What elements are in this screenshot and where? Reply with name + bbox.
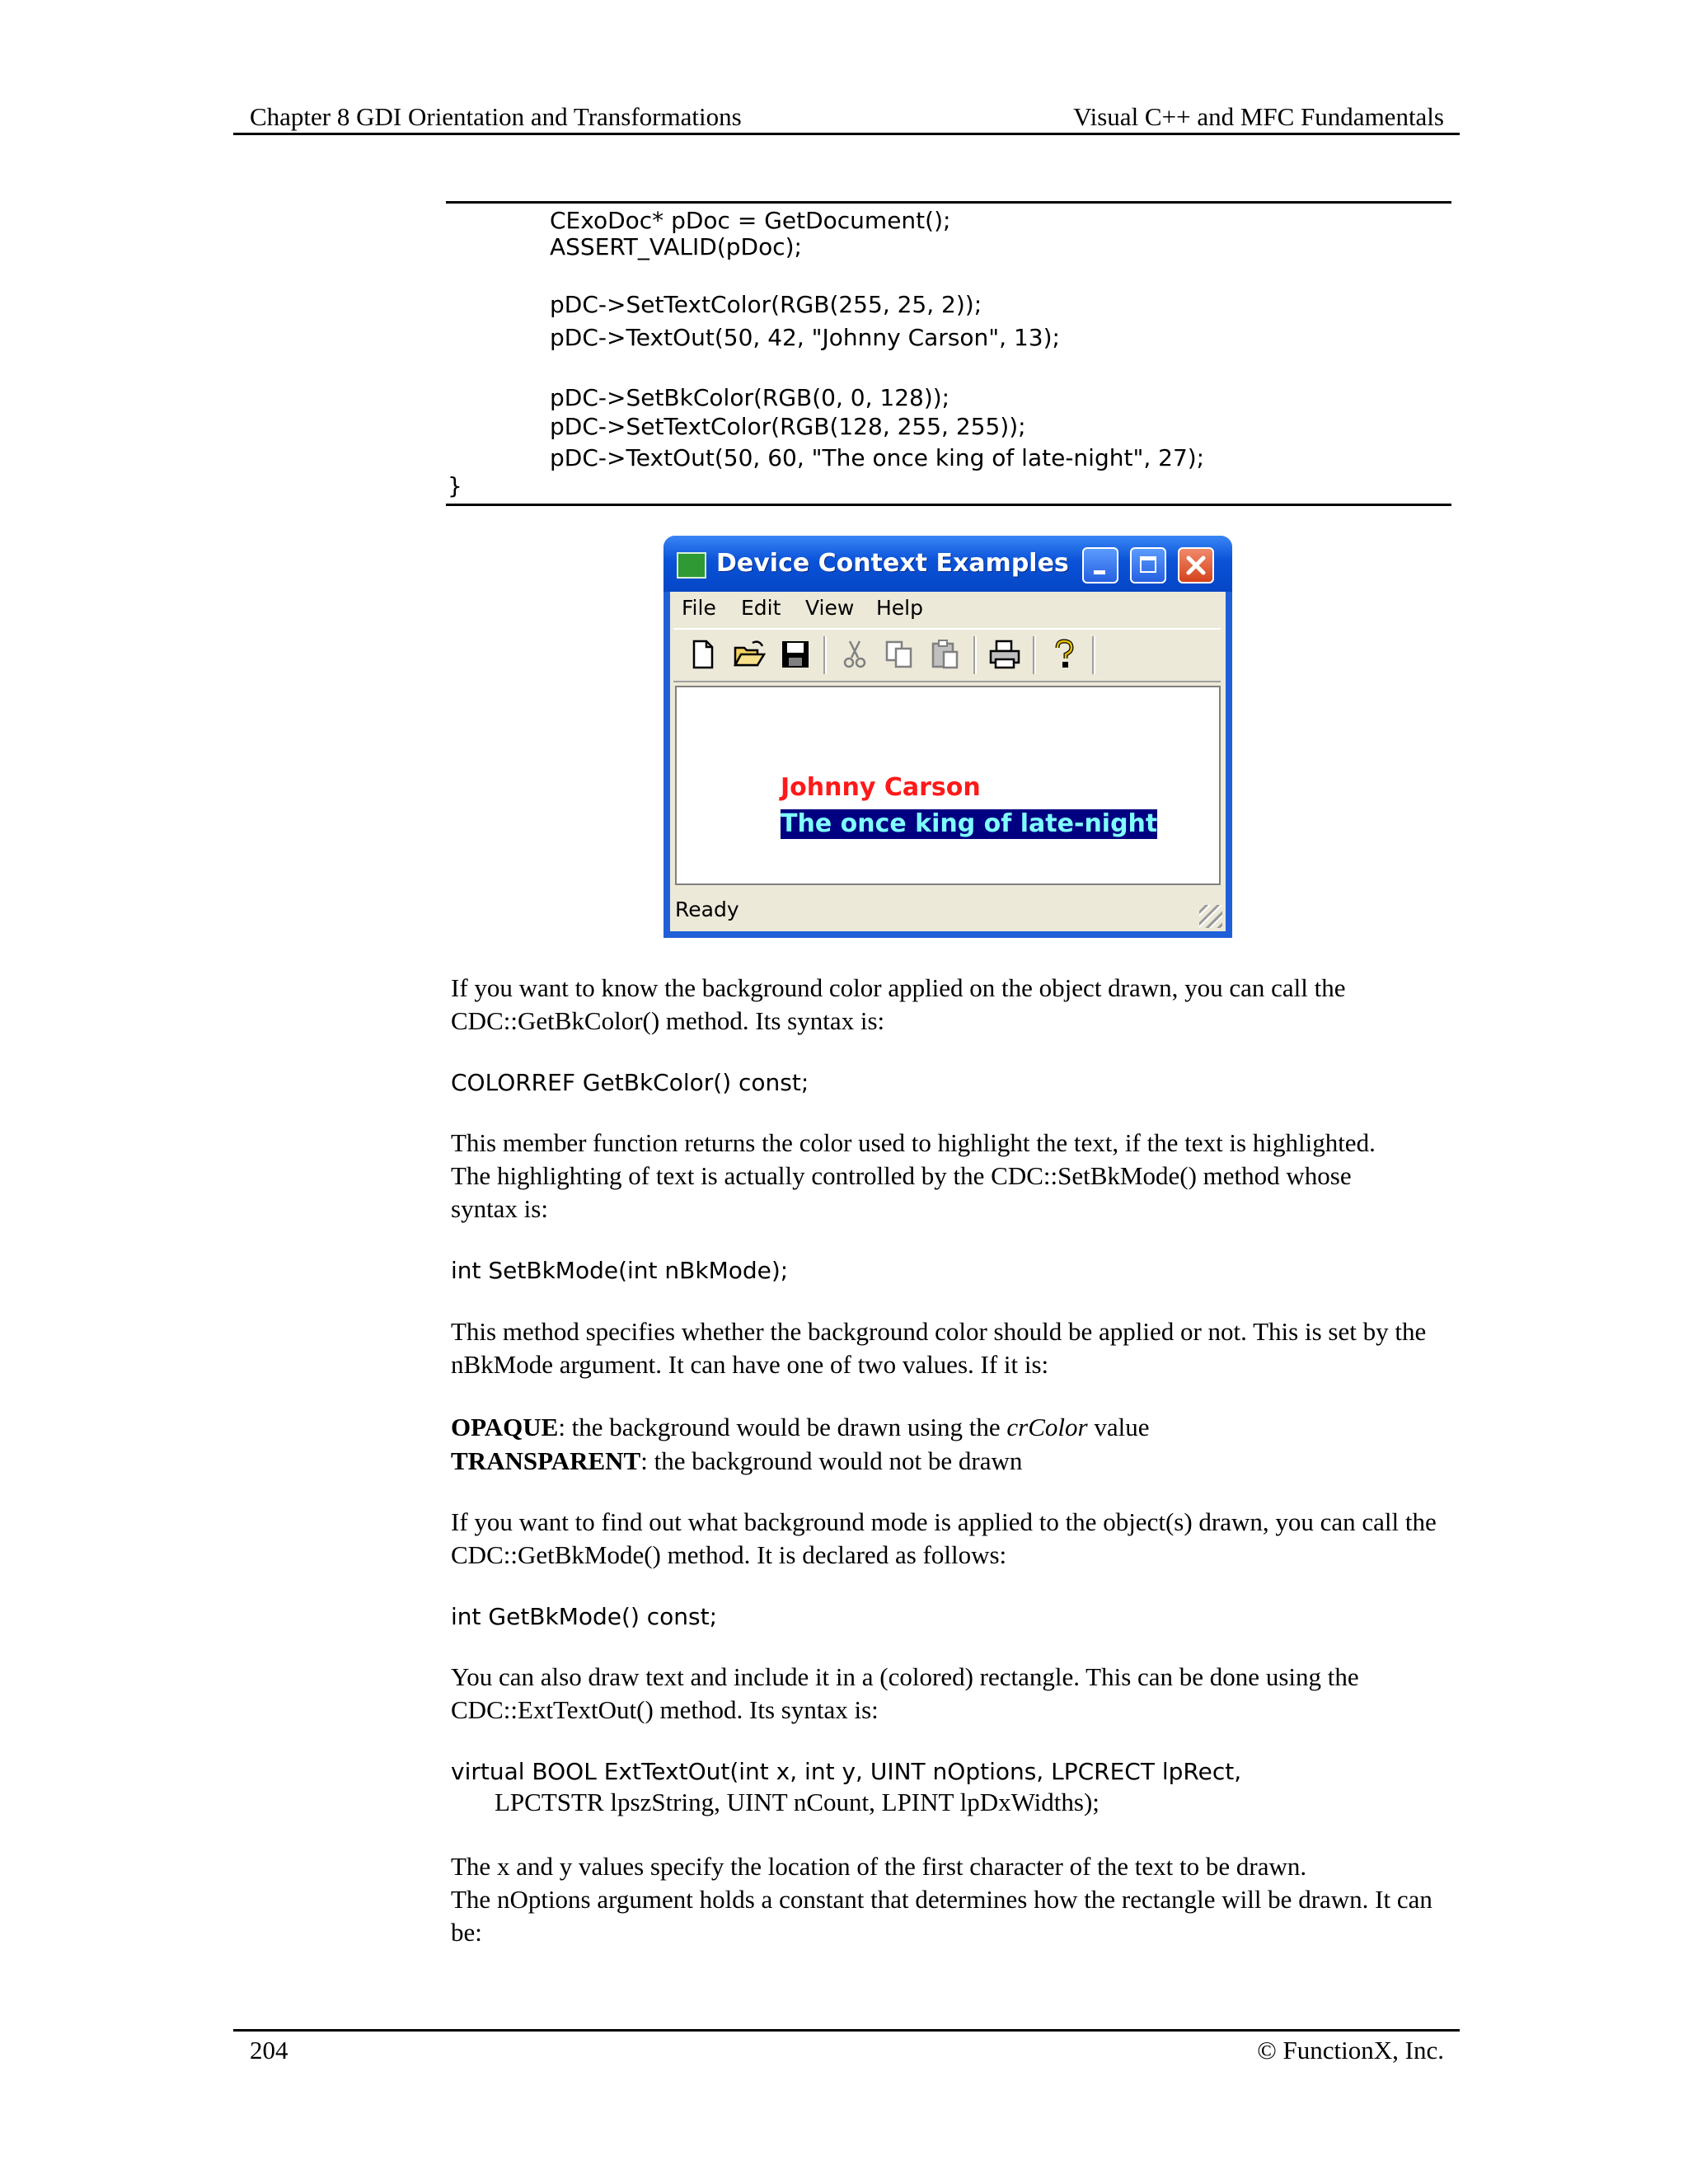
code-line: pDC->TextOut(50, 42, "Johnny Carson", 13); [550,324,1060,351]
definition-text: : the background would be drawn using the [558,1413,1007,1441]
paste-icon[interactable] [929,638,962,671]
new-icon[interactable] [687,638,720,671]
paragraph: If you want to find out what background mode is applied to the object(s) drawn, you can call the CDC::GetBkMode() method. It is declared as follows: [451,1507,1437,1569]
view-area [675,686,1221,885]
code-signature: COLORREF GetBkColor() const; [451,1069,809,1096]
definition-opaque [451,1411,1440,1444]
code-signature: int SetBkMode(int nBkMode); [451,1257,789,1284]
paragraph: You can also draw text and include it in a (colored) rectangle. This can be done using the CDC::ExtTextOut() method. Its syntax is: [451,1662,1359,1724]
menu-bar [670,592,1226,625]
code-line: pDC->SetBkColor(RGB(0, 0, 128)); [550,384,950,411]
menu-file[interactable]: File [682,596,716,620]
paragraph: This method specifies whether the background color should be applied or not. This is set by the nBkMode argument. It can have one of two values. If it is: [451,1317,1427,1379]
copyright: © FunctionX, Inc. [1257,2036,1444,2064]
running-header-book: Visual C++ and MFC Fundamentals [1073,102,1444,131]
paragraph: The nOptions argument holds a constant that determines how the rectangle will be drawn. It can be: [451,1885,1432,1947]
window-titlebar[interactable] [663,536,1232,592]
footer-rule [233,2029,1460,2032]
paragraph: If you want to know the background color applied on the object drawn, you can call the CDC::GetBkColor() method. Its syntax is: [451,973,1346,1035]
term-crcolor: crColor [1006,1413,1088,1441]
paragraph: The x and y values specify the location of the first character of the text to be drawn. [451,1852,1307,1881]
code-line: ASSERT_VALID(pDoc); [550,233,802,260]
output-text-highlighted: The once king of late-night [781,809,1158,838]
menu-edit[interactable]: Edit [741,596,781,620]
save-icon[interactable] [779,638,812,671]
code-line: pDC->SetTextColor(RGB(255, 25, 2)); [550,291,982,318]
copy-icon[interactable] [883,638,916,671]
toolbar-separator [1033,636,1036,674]
term-opaque: OPAQUE [451,1413,559,1441]
minimize-button[interactable] [1082,547,1118,583]
close-icon [1179,549,1212,582]
minimize-icon [1094,570,1105,574]
paragraph: This member function returns the color used to highlight the text, if the text is highlighted. The highlighting of text is actually controlled by the CDC::SetBkMode() method whose syntax is: [451,1128,1376,1223]
window-title: Device Context Examples [716,549,1069,578]
output-text-johnny-carson: Johnny Carson [781,773,981,802]
code-top-rule [446,201,1451,204]
definition-text: value [1087,1413,1150,1441]
open-icon[interactable] [733,638,766,671]
definition-transparent [451,1445,1440,1478]
header-rule [233,133,1460,135]
toolbar-separator [1092,636,1095,674]
code-line: pDC->SetTextColor(RGB(128, 255, 255)); [550,413,1026,440]
toolbar-separator [823,636,827,674]
code-bottom-rule [446,504,1451,506]
running-header-chapter: Chapter 8 GDI Orientation and Transformations [250,102,742,131]
close-button[interactable] [1178,547,1214,583]
toolbar [673,628,1221,682]
page-number: 204 [250,2036,288,2064]
help-icon[interactable] [1048,638,1081,671]
code-line: pDC->TextOut(50, 60, "The once king of late-night", 27); [550,444,1205,471]
toolbar-separator [973,636,977,674]
app-icon [677,552,706,579]
resize-grip-icon[interactable] [1199,905,1222,928]
code-closing-brace: } [448,472,462,499]
print-icon[interactable] [988,638,1021,671]
status-text: Ready [675,898,739,921]
code-line: CExoDoc* pDoc = GetDocument(); [550,207,951,234]
maximize-icon [1140,556,1156,573]
definition-text: : the background would not be drawn [640,1446,1023,1475]
maximize-button[interactable] [1130,547,1166,583]
code-signature: int GetBkMode() const; [451,1603,718,1630]
menu-help[interactable]: Help [876,596,923,620]
code-signature: virtual BOOL ExtTextOut(int x, int y, UINT nOptions, LPCRECT lpRect, [451,1758,1242,1785]
app-window-screenshot [663,536,1232,938]
window-client [670,592,1226,931]
status-bar [670,890,1226,931]
term-transparent: TRANSPARENT [451,1446,641,1475]
cut-icon[interactable] [838,638,871,671]
menu-view[interactable]: View [805,596,855,620]
code-signature-continuation: LPCTSTR lpszString, UINT nCount, LPINT lpDxWidths); [495,1788,1100,1816]
